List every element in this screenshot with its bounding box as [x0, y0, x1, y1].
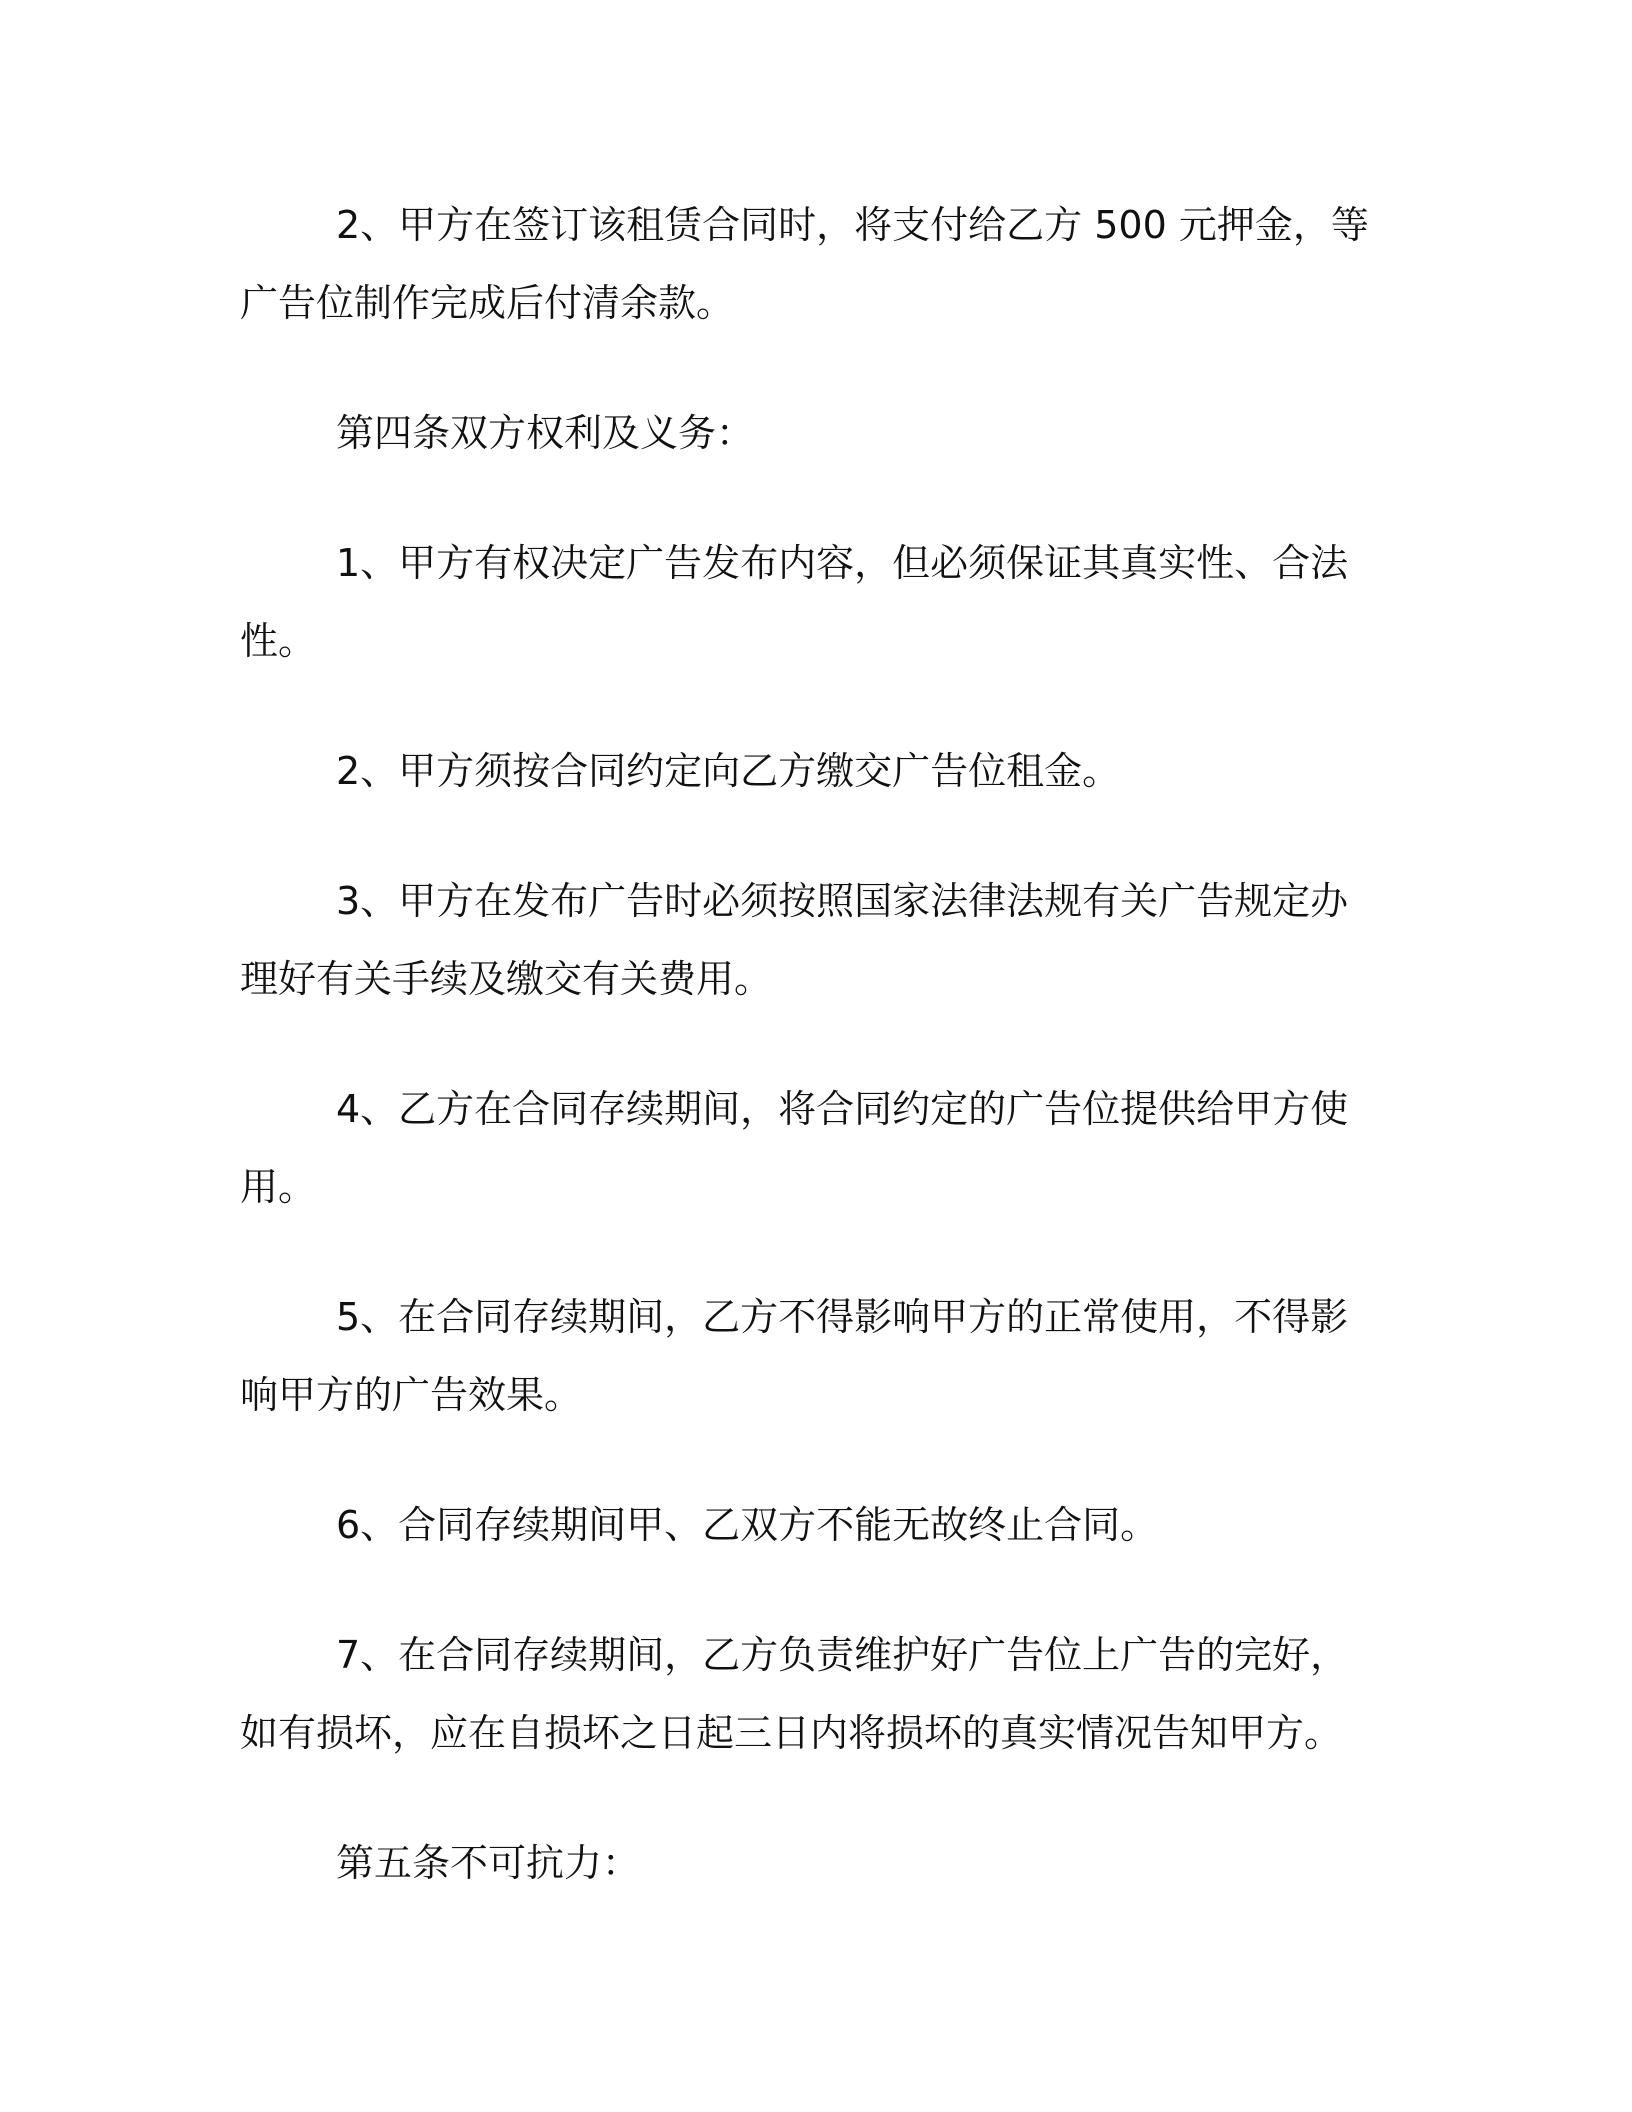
document-body — [240, 186, 1370, 1954]
section-heading-force-majeure: 第五条不可抗力： — [336, 1841, 641, 1885]
paragraph-maintenance: 7、在合同存续期间，乙方负责维护好广告位上广告的完好，如有损坏，应在自损坏之日起三日内将损坏的真实情况告知甲方。 — [240, 1633, 1349, 1755]
section-heading-rights-obligations: 第四条双方权利及义务： — [336, 411, 755, 455]
paragraph-legal-procedures: 3、甲方在发布广告时必须按照国家法律法规有关广告规定办理好有关手续及缴交有关费用。 — [240, 879, 1349, 1001]
paragraph-no-interference: 5、在合同存续期间，乙方不得影响甲方的正常使用，不得影响甲方的广告效果。 — [240, 1295, 1349, 1417]
paragraph-no-termination: 6、合同存续期间甲、乙双方不能无故终止合同。 — [336, 1503, 1159, 1547]
paragraph-deposit-payment: 2、甲方在签订该租赁合同时，将支付给乙方 500 元押金，等广告位制作完成后付清余款。 — [240, 203, 1369, 325]
paragraph-right-to-decide-content: 1、甲方有权决定广告发布内容，但必须保证其真实性、合法性。 — [240, 541, 1349, 663]
paragraph-provide-ad-space: 4、乙方在合同存续期间，将合同约定的广告位提供给甲方使用。 — [240, 1087, 1349, 1209]
paragraph-pay-rent: 2、甲方须按合同约定向乙方缴交广告位租金。 — [336, 749, 1121, 793]
